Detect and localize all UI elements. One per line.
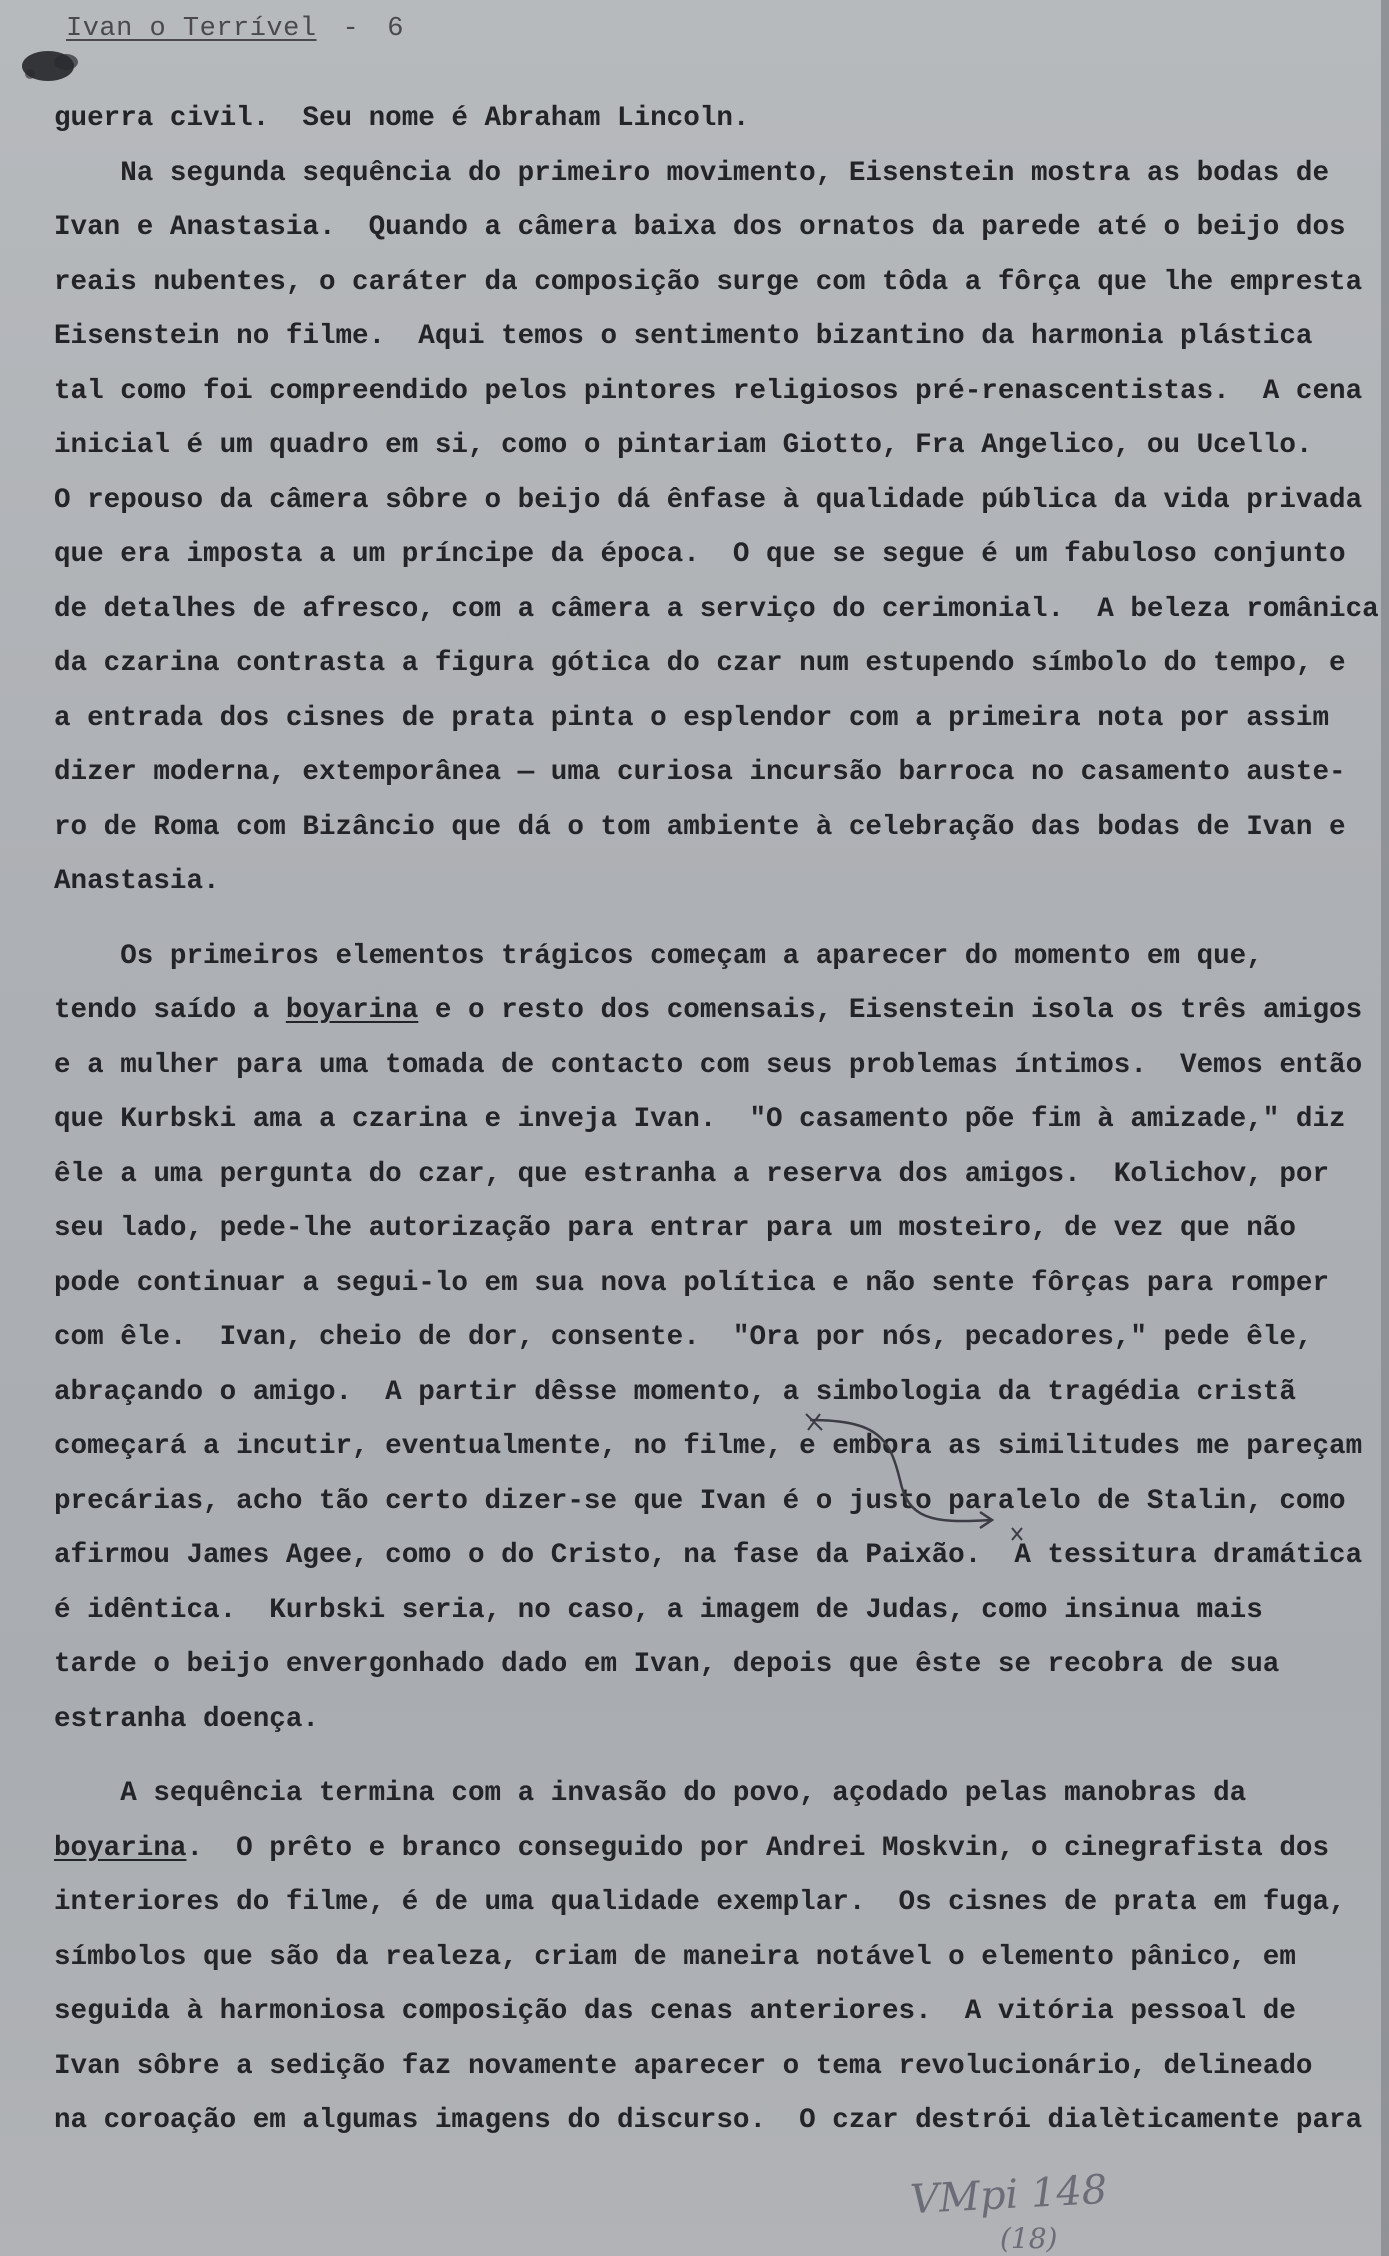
paragraph-gap (54, 910, 1384, 930)
text-line: A sequência termina com a invasão do povo, açodado pelas manobras da (54, 1778, 1247, 1809)
text-line: seguida à harmoniosa composição das cenas anteriores. A vitória pessoal de (54, 1996, 1296, 2027)
handwritten-archive-code: VMpi 148 (908, 2166, 1109, 2224)
text-line: que era imposta a um príncipe da época. O que se segue é um fabuloso conjunto (54, 539, 1346, 570)
text-line: seu lado, pede-lhe autorização para entrar para um mosteiro, de vez que não (54, 1213, 1296, 1244)
page-edge-shadow (1381, 0, 1389, 2256)
text-line: Os primeiros elementos trágicos começam a aparecer do momento em que, (54, 940, 1263, 972)
paragraph (54, 147, 1384, 910)
text-line: interiores do filme, é de uma qualidade exemplar. Os cisnes de prata em fuga, (54, 1887, 1346, 1918)
text-line: pode continuar a segui-lo em sua nova política e não sente fôrças para romper (54, 1267, 1330, 1299)
text-line: reais nubentes, o caráter da composição surge com tôda a fôrça que lhe empresta (54, 266, 1363, 298)
correction-arrow-mark (780, 1400, 1040, 1550)
paragraph (54, 930, 1384, 1748)
text-line: com êle. Ivan, cheio de dor, consente. "Ora por nós, pecadores," pede êle, (54, 1322, 1313, 1353)
page-number: 6 (387, 14, 404, 44)
text-line: êle a uma pergunta do czar, que estranha a reserva dos amigos. Kolichov, por (54, 1158, 1330, 1190)
underlined-term: boyarina (54, 1832, 187, 1864)
text-line: que Kurbski ama a czarina e inveja Ivan. "O casamento põe fim à amizade," diz (54, 1104, 1346, 1135)
text-line: na coroação em algumas imagens do discurso. O czar destrói dialèticamente para (54, 2105, 1363, 2136)
text-line: Ivan e Anastasia. Quando a câmera baixa dos ornatos da parede até o beijo dos (54, 212, 1346, 243)
text-line: Eisenstein no filme. Aqui temos o sentimento bizantino da harmonia plástica (54, 321, 1313, 352)
text-line: começará a incutir, eventualmente, no filme, e embora as similitudes me pareçam (54, 1431, 1363, 1462)
typewritten-body (54, 92, 1384, 2149)
text-line: da czarina contrasta a figura gótica do czar num estupendo símbolo do tempo, e (54, 648, 1346, 679)
handwritten-page-ref: (18) (1000, 2222, 1058, 2255)
text-line: tal como foi compreendido pelos pintores religiosos pré-renascentistas. A cena (54, 375, 1363, 407)
text-line: afirmou James Agee, como o do Cristo, na fase da Paixão. A tessitura dramática (54, 1540, 1363, 1571)
text-line: é idêntica. Kurbski seria, no caso, a imagem de Judas, como insinua mais (54, 1594, 1263, 1626)
paragraph-gap (54, 1747, 1384, 1767)
text-line: e a mulher para uma tomada de contacto com seus problemas íntimos. Vemos então (54, 1049, 1363, 1081)
text-line: inicial é um quadro em si, como o pintariam Giotto, Fra Angelico, ou Ucello. (54, 430, 1313, 461)
text-line: guerra civil. Seu nome é Abraham Lincoln. (54, 103, 750, 134)
text-line: dizer moderna, extemporânea — uma curiosa incursão barroca no casamento auste- (54, 757, 1346, 788)
paragraph (54, 92, 1384, 147)
document-title: Ivan o Terrível (66, 14, 317, 44)
text-line: O repouso da câmera sôbre o beijo dá ênfase à qualidade pública da vida privada (54, 484, 1363, 516)
header-separator: - (342, 14, 360, 44)
text-line: precárias, acho tão certo dizer-se que Ivan é o justo paralelo de Stalin, como (54, 1485, 1346, 1517)
underlined-term: boyarina (285, 995, 419, 1026)
text-line: tendo saído a boyarina e o resto dos comensais, Eisenstein isola os três amigos (54, 995, 1363, 1026)
text-line: Na segunda sequência do primeiro movimento, Eisenstein mostra as bodas de (54, 157, 1330, 189)
text-line: Anastasia. (54, 866, 220, 897)
text-line: abraçando o amigo. A partir dêsse momento, a simbologia da tragédia cristã (54, 1376, 1296, 1408)
text-line: estranha doença. (54, 1703, 319, 1735)
page-header (66, 14, 404, 44)
text-line: símbolos que são da realeza, criam de maneira notável o elemento pânico, em (54, 1941, 1296, 1973)
text-line: tarde o beijo envergonhado dado em Ivan, depois que êste se recobra de sua (54, 1649, 1280, 1680)
paragraph (54, 1767, 1384, 2149)
ink-stain-mark (14, 40, 94, 92)
text-line: de detalhes de afresco, com a câmera a serviço do cerimonial. A beleza românica (54, 593, 1379, 625)
text-line: Ivan sôbre a sedição faz novamente aparecer o tema revolucionário, delineado (54, 2050, 1313, 2082)
text-line: a entrada dos cisnes de prata pinta o esplendor com a primeira nota por assim (54, 702, 1330, 734)
text-line: ro de Roma com Bizâncio que dá o tom ambiente à celebração das bodas de Ivan e (54, 811, 1346, 843)
text-line: boyarina. O prêto e branco conseguido por Andrei Moskvin, o cinegrafista dos (54, 1832, 1330, 1864)
